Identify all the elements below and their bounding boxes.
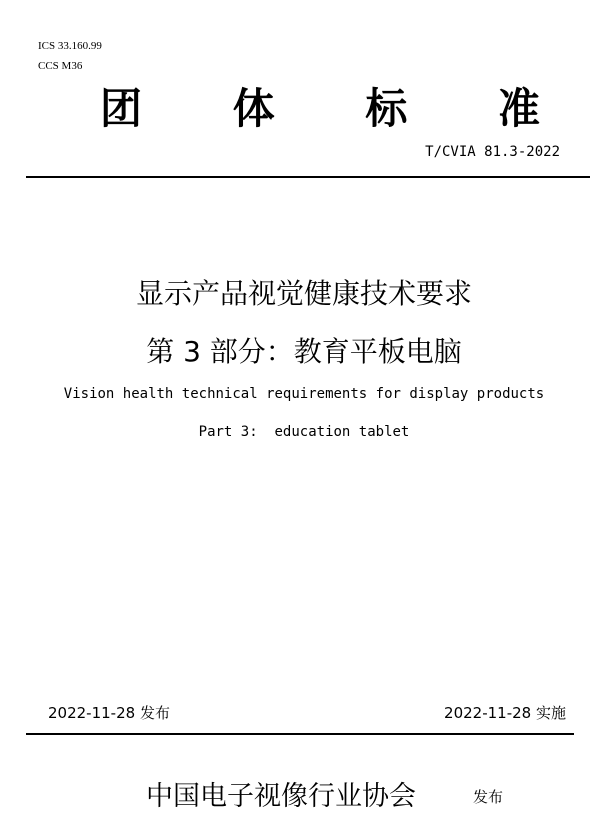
chinese-title-line-2: 第 3 部分：教育平板电脑 xyxy=(146,335,462,368)
ics-code: ICS 33.160.99 xyxy=(38,40,102,52)
english-title-line-2: Part 3: education tablet xyxy=(198,424,410,440)
standard-type-char: 标 xyxy=(365,84,408,133)
implementation-date: 2022-11-28 实施 xyxy=(444,704,566,722)
english-title-line-1: Vision health technical requirements for display products xyxy=(63,386,545,402)
publish-label: 发布 xyxy=(473,788,504,806)
chinese-title-line-1: 显示产品视觉健康技术要求 xyxy=(135,277,472,310)
standard-type-title xyxy=(100,78,540,134)
bottom-divider xyxy=(26,733,574,735)
standard-type-char: 准 xyxy=(497,84,540,133)
top-divider xyxy=(26,176,590,178)
ccs-code: CCS M36 xyxy=(38,60,83,72)
standard-type-char: 团 xyxy=(100,84,143,133)
issue-date: 2022-11-28 发布 xyxy=(48,704,170,722)
standard-number: T/CVIA 81.3-2022 xyxy=(425,144,560,160)
standard-type-char: 体 xyxy=(232,84,275,133)
publisher-name: 中国电子视像行业协会 xyxy=(146,781,416,812)
